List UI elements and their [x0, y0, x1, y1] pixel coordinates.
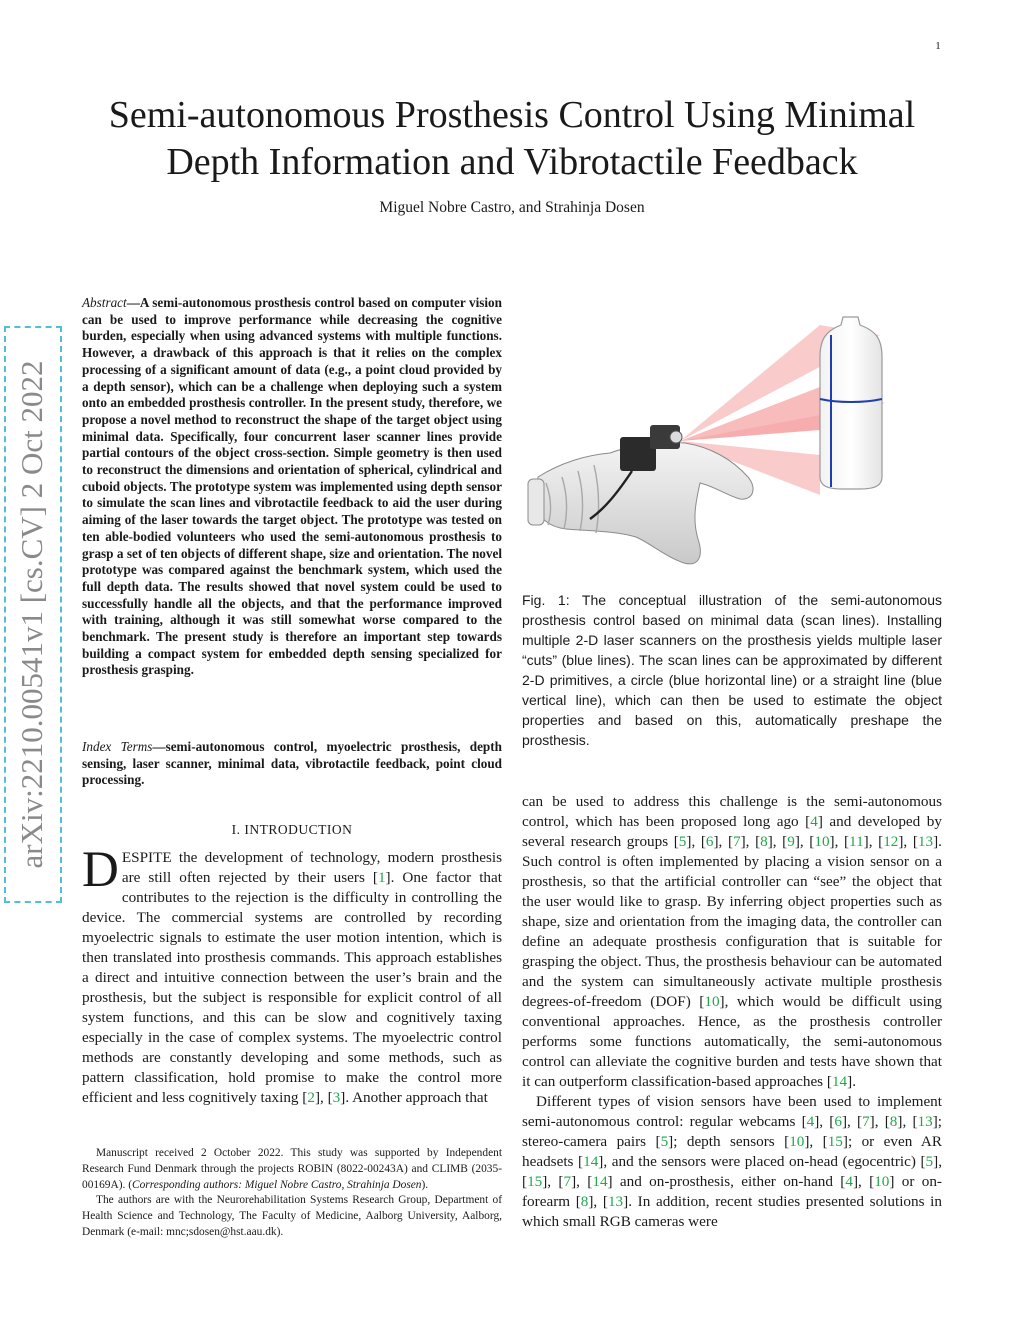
body-text: ]. Such control is often implemented by placing a vision sensor on a prosthesis, so that the artificial controller can “see” the object that the user would like to grasp. By inferring object properties such as shape, size and orientation from the imaging data, the controller can define an adequate prosthesis configuration that is suitable for grasping the object. Thus, the prosthesis behaviour can be automated and the system can simultaneously activate multiple prosthesis degrees-of-freedom (DOF) [: [522, 833, 942, 1010]
body-text: ], [: [686, 833, 706, 850]
abstract: [82, 295, 502, 679]
body-text: ], [: [767, 833, 788, 850]
citation-link[interactable]: 11: [849, 833, 864, 850]
citation-link[interactable]: 10: [704, 993, 720, 1010]
paper-title: [60, 92, 964, 186]
page-number: 1: [935, 40, 941, 52]
citation-link[interactable]: 14: [831, 1073, 848, 1090]
body-text: ], and the sensors were placed on-head (egocentric) [: [598, 1153, 926, 1170]
body-text: ]; stereo-camera pairs [: [522, 1113, 942, 1150]
body-text: ], [: [841, 1113, 863, 1130]
body-text: ], [: [852, 1173, 875, 1190]
body-text: ], [: [898, 833, 918, 850]
body-text: ], [: [897, 1113, 918, 1130]
intro-text: the development of technology, modern prosthesis are still often rejected by their users [: [121, 849, 502, 886]
citation-link[interactable]: 5: [660, 1133, 669, 1150]
body-text: ], which would be difficult using conventional approaches. Hence, as the prosthesis controller performs some functions automatically, the semi-autonomous control can alleviate the cognitive burden and tests have shown that it can outperform classification-based approaches [: [522, 993, 942, 1090]
laser-emitter: [670, 431, 682, 443]
citation-link[interactable]: 13: [607, 1193, 624, 1210]
citation-link[interactable]: 15: [527, 1173, 543, 1190]
body-text: ], [: [863, 833, 884, 850]
body-text: ] or on-forearm [: [522, 1173, 942, 1210]
citation-link[interactable]: 14: [583, 1153, 599, 1170]
body-text: ], [: [713, 833, 734, 850]
author-list: Miguel Nobre Castro, and Strahinja Dosen: [379, 199, 645, 216]
citation-link[interactable]: 13: [917, 1113, 933, 1130]
footnote-text: Manuscript received 2 October 2022. This study was supported by Independent Research Fund Denmark through the projects ROBIN (8022-00243A) and CLIMB (2035-00169A). (: [82, 1147, 502, 1191]
body-text: ].: [847, 1073, 856, 1090]
body-text: ]. In addition, recent studies presented solutions in which small RGB cameras were: [522, 1193, 942, 1230]
intro-text: ], [: [314, 1089, 333, 1106]
citation-link[interactable]: 4: [810, 813, 818, 830]
index-terms-text: —semi-autonomous control, myoelectric prosthesis, depth sensing, laser scanner, minimal data, vibrotactile feedback, point cloud processing.: [82, 739, 502, 788]
affiliation-note: The authors are with the Neurorehabilitation Systems Research Group, Department of Health Science and Technology, The Faculty of Medicine, Aalborg University, Aalborg, Denmark (e-mail: mnc;sdosen@hst.aau.dk).: [82, 1194, 502, 1238]
body-text: ] and on-prosthesis, either on-hand [: [607, 1173, 846, 1190]
index-terms-lead: Index Terms: [82, 739, 153, 754]
body-text: ], [: [740, 833, 761, 850]
citation-link[interactable]: 10: [814, 833, 830, 850]
intro-text: ]. Another approach that: [340, 1089, 488, 1106]
body-text: ] and developed by several research groups [: [522, 813, 942, 850]
right-column-text: [522, 792, 942, 1232]
body-text: ], [: [522, 1153, 942, 1190]
section-number: I.: [231, 822, 241, 837]
footnote-text: ).: [421, 1178, 429, 1191]
section-heading-introduction: [82, 822, 502, 838]
citation-link[interactable]: 4: [806, 1113, 815, 1130]
body-text: ], [: [829, 833, 850, 850]
corresponding-authors: Corresponding authors: Miguel Nobre Castro, Strahinja Dosen: [131, 1178, 422, 1191]
title-line-1: Semi-autonomous Prosthesis Control Using Minimal: [108, 94, 916, 136]
citation-link[interactable]: 2: [307, 1089, 315, 1106]
abstract-text: —A semi-autonomous prosthesis control based on computer vision can be used to improve performance while decreasing the cognitive burden, especially when using advanced systems with multiple functions. However, a drawback of this approach is that it relies on the complex processing of a significant amount of data (e.g., a point cloud provided by a depth sensor), which can be a challenge when deploying such a system onto an embedded prosthesis controller. In the present study, therefore, we propose a novel method to reconstruct the shape of the target object using minimal data. Specifically, four concurrent laser scanner lines provide partial contours of the object cross-section. Simple geometry is then used to reconstruct the dimensions and orientation of spherical, cylindrical and cuboid objects. The prototype system was implemented using depth sensor to simulate the scan lines and vibrotactile feedback to aid the user during aiming of the laser towards the target object. The prototype was tested on ten able-bodied volunteers who used the semi-autonomous prosthesis to grasp a set of ten objects of different shape, size and orientation. The novel prototype was compared against the benchmark system, which used the full depth data. The results showed that novel system could be used to successfully handle all the objects, and that the performance improved with training, although it was still somewhat worse compared to the benchmark. The present study is therefore an important step towards building a compact system for embedded depth sensing specialized for prosthesis grasping.: [82, 295, 502, 678]
citation-link[interactable]: 8: [760, 833, 768, 850]
abstract-lead: Abstract: [82, 295, 127, 310]
citation-link[interactable]: 14: [592, 1173, 608, 1190]
paragraph-semi-autonomous: [522, 792, 942, 1092]
citation-link[interactable]: 10: [874, 1173, 890, 1190]
intro-text: ]. One factor that contributes to the rejection is the difficulty in controlling the device. The commercial systems are controlled by recording myoelectric signals to estimate the user motion intention, which is then translated into prosthesis commands. This approach establishes a direct and intuitive connection between the user’s brain and the prosthesis, but the subject is responsible for explicit control of all system functions, and this can be slow and cognitively taxing especially in the case of complex systems. The myoelectric control methods are constantly developing and some methods, such as pattern classification, hold promise to make the control more efficient and less cognitively taxing [: [82, 869, 502, 1106]
body-text: ], [: [542, 1173, 564, 1190]
target-bottle: [820, 317, 882, 489]
citation-link[interactable]: 13: [917, 833, 934, 850]
title-line-2: Depth Information and Vibrotactile Feedback: [166, 141, 858, 183]
citation-link[interactable]: 9: [787, 833, 795, 850]
citation-link[interactable]: 7: [733, 833, 741, 850]
body-text: ], [: [804, 1133, 828, 1150]
citation-link[interactable]: 5: [925, 1153, 934, 1170]
manuscript-note: [82, 1146, 502, 1193]
citation-link[interactable]: 6: [705, 833, 714, 850]
citation-link[interactable]: 10: [789, 1133, 805, 1150]
citation-link[interactable]: 4: [845, 1173, 853, 1190]
citation-link[interactable]: 7: [862, 1113, 870, 1130]
body-text: ], [: [571, 1173, 593, 1190]
body-text: ], [: [794, 833, 815, 850]
citation-link[interactable]: 1: [377, 869, 386, 886]
body-text: ], [: [588, 1193, 608, 1210]
index-terms: [82, 739, 502, 789]
dropcap-letter: D: [82, 842, 119, 898]
body-text: ], [: [814, 1113, 835, 1130]
citation-link[interactable]: 6: [834, 1113, 842, 1130]
body-text: can be used to address this challenge is the semi-autonomous control, which has been proposed long ago [: [522, 793, 942, 830]
body-text: Different types of vision sensors have been used to implement semi-autonomous control: regular webcams [: [522, 1093, 942, 1130]
citation-link[interactable]: 12: [883, 833, 899, 850]
introduction-paragraph: [82, 842, 502, 1108]
paragraph-vision-sensors: [522, 1092, 942, 1232]
citation-link[interactable]: 8: [889, 1113, 898, 1130]
body-text: ]; depth sensors [: [668, 1133, 790, 1150]
wrist-cuff: [528, 479, 544, 525]
citation-link[interactable]: 8: [580, 1193, 589, 1210]
citation-link[interactable]: 7: [563, 1173, 572, 1190]
citation-link[interactable]: 3: [332, 1089, 341, 1106]
figure-caption: Fig. 1: The conceptual illustration of the semi-autonomous prosthesis control based on minimal data (scan lines). Installing multiple 2-D laser scanners on the prosthesis yields multiple laser “cuts” (blue lines). The scan lines can be approximated by different 2-D primitives, a circle (blue horizontal line) or a straight line (blue vertical line), which can then be used to estimate the object properties and based on this, automatically preshape the prosthesis.: [522, 592, 942, 748]
section-title: INTRODUCTION: [244, 822, 353, 837]
intro-first-word: ESPITE: [121, 849, 172, 866]
arxiv-identifier-stamp[interactable]: arXiv:2210.00541v1 [cs.CV] 2 Oct 2022: [4, 326, 62, 903]
body-text: ], [: [869, 1113, 890, 1130]
body-text: ]; or even AR headsets [: [522, 1133, 942, 1170]
citation-link[interactable]: 15: [827, 1133, 843, 1150]
figure-prosthesis-illustration: [520, 305, 892, 575]
citation-link[interactable]: 5: [678, 833, 687, 850]
first-page-footnote: [82, 1146, 502, 1241]
